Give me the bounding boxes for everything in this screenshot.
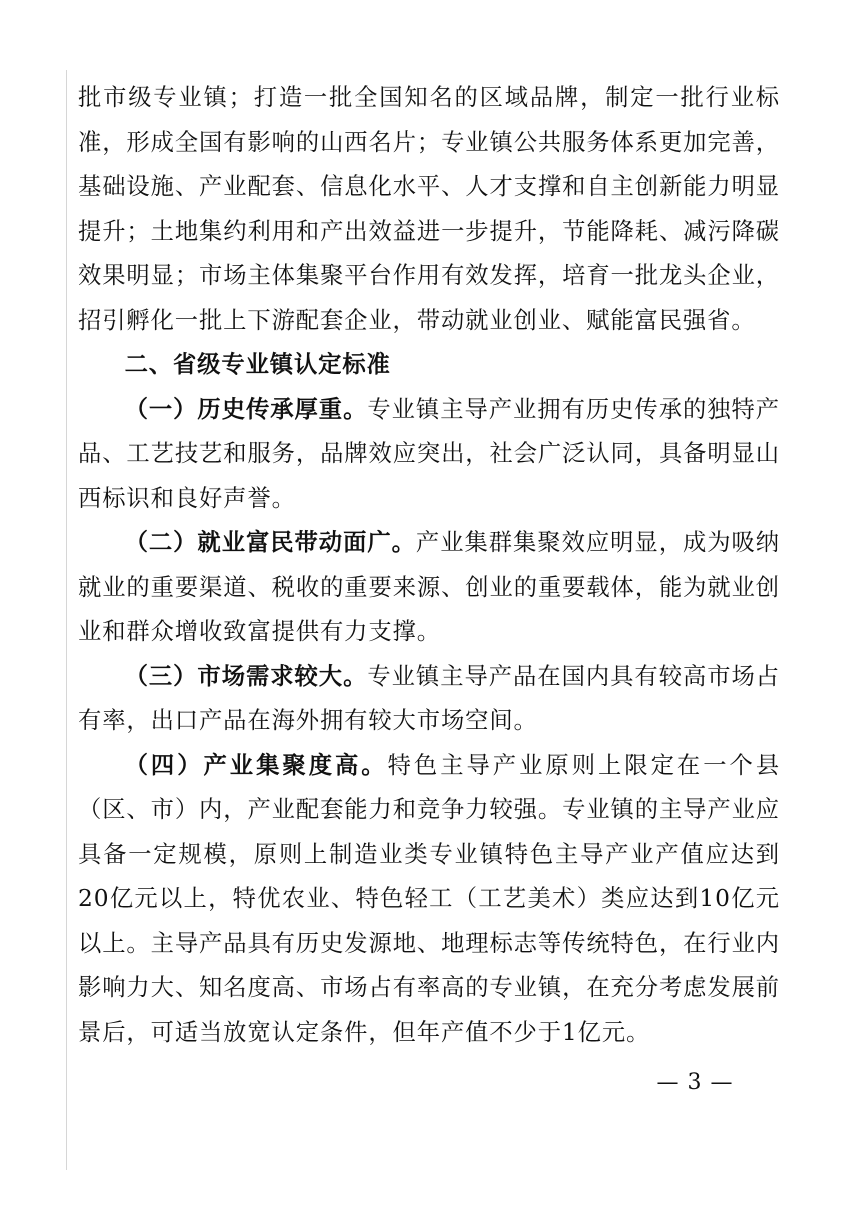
binding-margin-line <box>66 70 67 1170</box>
standard-item-3-lead: （三）市场需求较大。 <box>124 662 368 690</box>
standard-item-2-lead: （二）就业富民带动面广。 <box>124 529 416 556</box>
standard-item-2 <box>78 521 780 655</box>
document-body <box>78 76 780 1055</box>
intro-paragraph: 批市级专业镇；打造一批全国知名的区域品牌，制定一批行业标准，形成全国有影响的山西名片；专业镇公共服务体系更加完善，基础设施、产业配套、信息化水平、人才支撑和自主创新能力明显提升；土地集约利用和产出效益进一步提升，节能降耗、减污降碳效果明显；市场主体集聚平台作用有效发挥，培育一批龙头企业，招引孵化一批上下游配套企业，带动就业创业、赋能富民强省。 <box>78 84 780 334</box>
standard-item-1-lead: （一）历史传承厚重。 <box>124 395 368 423</box>
standard-item-3-body: 专业镇主导产品在国内具有较高市场占有率，出口产品在海外拥有较大市场空间。 <box>78 662 780 734</box>
standard-item-1 <box>78 388 780 522</box>
standard-item-4 <box>78 744 780 1056</box>
section-heading: 二、省级专业镇认定标准 <box>124 351 391 378</box>
standard-item-1-body: 专业镇主导产业拥有历史传承的独特产品、工艺技艺和服务，品牌效应突出，社会广泛认同，具备明显山西标识和良好声誉。 <box>78 395 780 512</box>
standard-item-2-body: 产业集群集聚效应明显，成为吸纳就业的重要渠道、税收的重要来源、创业的重要载体，能为就业创业和群众增收致富提供有力支撑。 <box>78 529 780 645</box>
standard-item-4-body: 特色主导产业原则上限定在一个县（区、市）内，产业配套能力和竞争力较强。专业镇的主导产业应具备一定规模，原则上制造业类专业镇特色主导产业产值应达到20亿元以上，特优农业、特色轻工（工艺美术）类应达到10亿元以上。主导产品具有历史发源地、地理标志等传统特色，在行业内影响力大、知名度高、市场占有率高的专业镇，在充分考虑发展前景后，可适当放宽认定条件，但年产值不少于1亿元。 <box>78 751 781 1046</box>
standard-item-3 <box>78 655 780 744</box>
page-number: — 3 — <box>656 1070 734 1095</box>
standard-item-4-lead: （四）产业集聚度高。 <box>124 751 388 779</box>
